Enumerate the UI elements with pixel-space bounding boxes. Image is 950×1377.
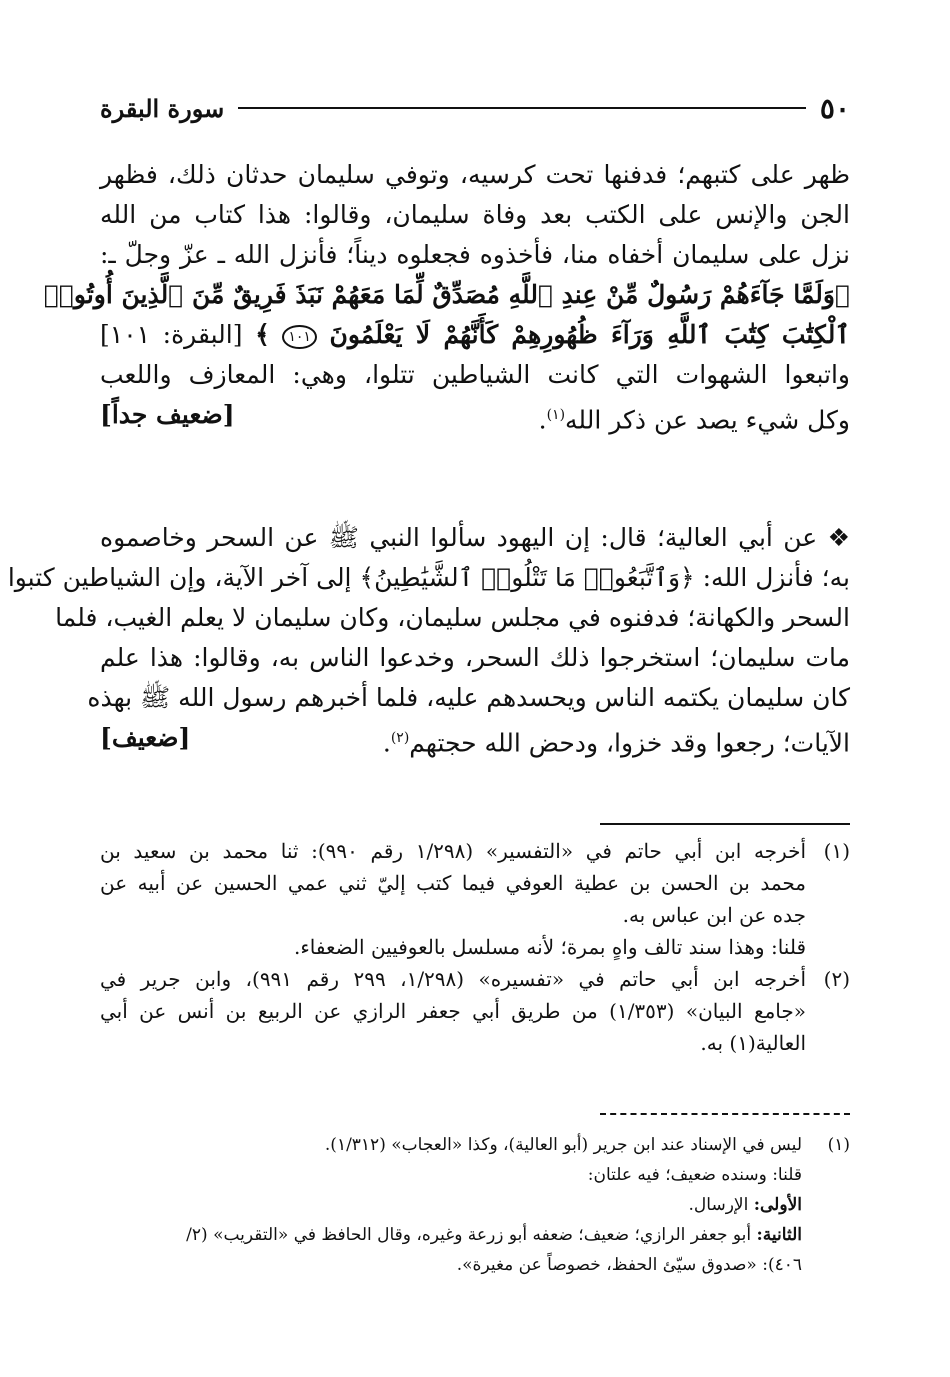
text-line: واتبعوا الشهوات التي كانت الشياطين تتلوا، وهي: المعازف واللعب xyxy=(100,360,850,389)
subfootnote-line xyxy=(186,1220,802,1250)
text-fragment: أبو جعفر الرازي؛ ضعيف؛ ضعفه أبو زرعة وغيره، وقال الحافظ في «التقريب» (٢/ xyxy=(186,1225,757,1245)
page-header xyxy=(100,88,850,128)
text-fragment: وكل شيء يصد عن ذكر الله xyxy=(565,405,850,435)
text-line: نزل على سليمان أخفاه منا، فأخذوه فجعلوه ديناً؛ فأنزل الله ـ عزّ وجلّ ـ: xyxy=(100,240,850,269)
footnote-line: «جامع البيان» (١/٣٥٣) من طريق أبي جعفر الرازي عن الربيع بن أنس عن أبي xyxy=(100,999,806,1023)
quran-verse-line-2 xyxy=(100,315,850,355)
subfootnote-line xyxy=(186,1190,802,1220)
subfootnote-line: ليس في الإسناد عند ابن جرير (أبو العالية)، وكذا «العجاب» (١/٣١٢). xyxy=(324,1135,802,1155)
subfootnote-row xyxy=(100,1130,850,1280)
text-line: ظهر على كتبهم؛ فدفنها تحت كرسيه، وتوفي سليمان حدثان ذلك، فظهر xyxy=(100,160,850,189)
text-line: ❖ عن أبي العالية؛ قال: إن اليهود سألوا النبي ﷺ عن السحر وخاصموه xyxy=(100,523,850,552)
footnote-line: العالية(١) به. xyxy=(700,1031,806,1055)
subfootnote xyxy=(100,1130,850,1280)
footnote-line: محمد بن الحسن بن عطية العوفي فيما كتب إليّ ثني عمي الحسين عن أبيه عن xyxy=(100,871,806,895)
page-number: ٥٠ xyxy=(819,91,850,125)
text-fragment: الإرسال. xyxy=(688,1195,754,1215)
footnote-ref: (٢) xyxy=(390,730,410,746)
verse-close-bracket: ﴾ xyxy=(255,320,270,349)
footnote-line: قلنا: وهذا سند تالف واهٍ بمرة؛ لأنه مسلسل بالعوفيين الضعفاء. xyxy=(293,935,806,959)
header-rule xyxy=(238,107,806,109)
footnote-number: (١) xyxy=(823,839,850,863)
hadith-grade: [ضعيف جداً] xyxy=(100,400,235,429)
text-line: الجن والإنس على الكتب بعد وفاة سليمان، وقالوا: هذا كتاب من الله xyxy=(100,200,850,229)
text-line-last xyxy=(100,395,850,440)
footnote-line: أخرجه ابن أبي حاتم في «التفسير» (١/٢٩٨ رقم ٩٩٠): ثنا محمد بن سعيد بن xyxy=(100,839,806,863)
text-line: كان سليمان يكتمه الناس ويحسدهم عليه، فلما أخبرهم رسول الله ﷺ بهذه xyxy=(87,683,850,712)
subfootnote-number: (١) xyxy=(827,1135,850,1155)
label-first: الأولى: xyxy=(753,1195,802,1215)
paragraph-1 xyxy=(43,155,850,440)
text-fragment: . xyxy=(538,405,547,435)
footnote-number: (٢) xyxy=(823,967,850,991)
text-fragment: . xyxy=(382,728,391,758)
verse-reference: [البقرة: ١٠١] xyxy=(100,320,243,349)
footnote-separator xyxy=(600,823,850,825)
footnote xyxy=(100,963,850,1059)
footnote xyxy=(100,835,850,963)
text-fragment: الآيات؛ رجعوا وقد خزوا، ودحض الله حجتهم xyxy=(409,728,850,758)
footnote-body xyxy=(100,963,806,1059)
quran-verse-line: ﴿وَلَمَّا جَآءَهُمْ رَسُولٌ مِّنْ عِندِ ٱللَّهِ مُصَدِّقٌ لِّمَا مَعَهُمْ نَبَذَ فَرِيقٌ مِّنَ ٱلَّذِينَ أُوتُوا۟ xyxy=(43,280,850,309)
label-second: الثانية: xyxy=(756,1225,802,1245)
footnote-ref: (١) xyxy=(546,407,566,423)
paragraph-2 xyxy=(7,518,850,763)
subfootnote-separator xyxy=(600,1113,850,1115)
footnotes xyxy=(100,835,850,1059)
verse-number-marker: ١٠١ xyxy=(282,325,317,349)
text-line: به؛ فأنزل الله: ﴿وَٱتَّبَعُوا۟ مَا تَتْلُوا۟ ٱلشَّيَٰطِينُ﴾ إلى آخر الآية، وإن الشياطين كتبوا xyxy=(7,563,850,592)
hadith-grade: [ضعيف] xyxy=(100,723,191,752)
footnote-line: أخرجه ابن أبي حاتم في «تفسيره» (١/٢٩٨، ٢٩٩ رقم ٩٩١)، وابن جرير في xyxy=(100,967,806,991)
subfootnote-body xyxy=(186,1130,802,1280)
text-line-last xyxy=(100,718,850,763)
surah-title: سورة البقرة xyxy=(100,93,225,123)
footnote-line: جده عن ابن عباس به. xyxy=(622,903,806,927)
verse-text: ٱلْكِتَٰبَ كِتَٰبَ ٱللَّهِ وَرَآءَ ظُهُورِهِمْ كَأَنَّهُمْ لَا يَعْلَمُونَ xyxy=(329,320,850,349)
text-line: مات سليمان؛ استخرجوا ذلك السحر، وخدعوا الناس به، وقالوا: هذا علم xyxy=(100,643,850,672)
subfootnote-line: ٤٠٦): «صدوق سيّئ الحفظ، خصوصاً عن مغيرة». xyxy=(456,1255,802,1275)
subfootnote-line: قلنا: وسنده ضعيف؛ فيه علتان: xyxy=(587,1165,802,1185)
footnote-body xyxy=(100,835,806,963)
text-line: السحر والكهانة؛ فدفنوه في مجلس سليمان، وكان سليمان لا يعلم الغيب، فلما xyxy=(55,603,850,632)
